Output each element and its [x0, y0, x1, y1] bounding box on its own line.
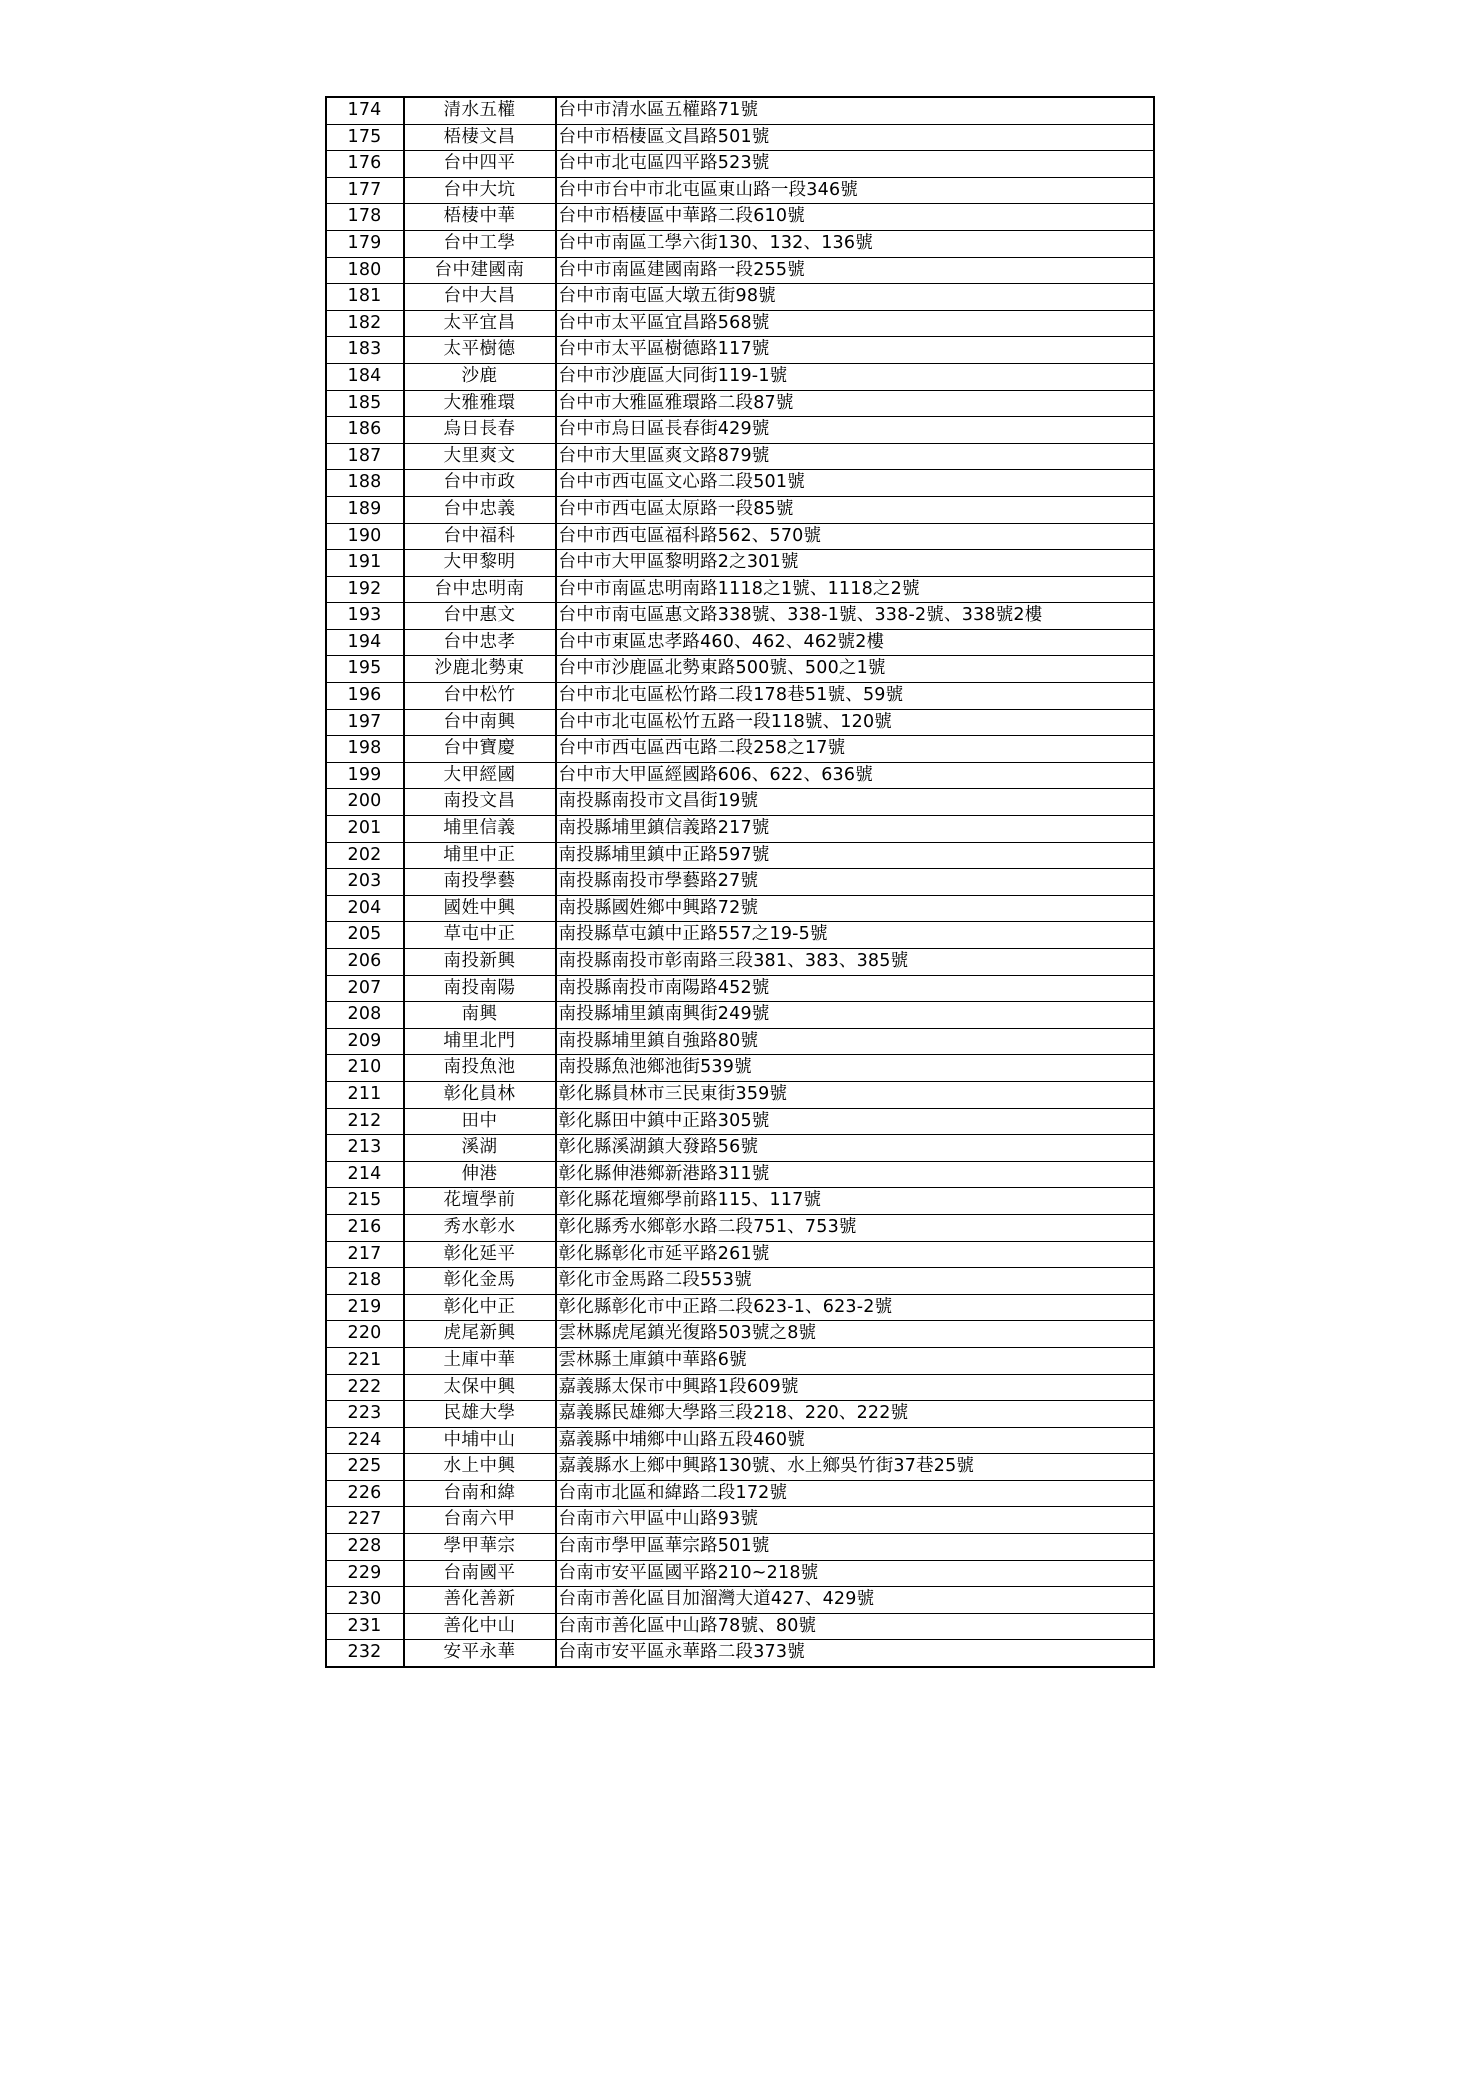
cell-branch-name: 安平永華: [404, 1640, 556, 1667]
cell-address: 彰化縣溪湖鎮大發路56號: [556, 1135, 1154, 1162]
table-row: [326, 869, 1154, 896]
cell-address: 台中市北屯區四平路523號: [556, 151, 1154, 178]
cell-branch-name: 烏日長春: [404, 417, 556, 444]
cell-address: 彰化縣員林市三民東街359號: [556, 1081, 1154, 1108]
cell-sequence: 213: [326, 1135, 404, 1162]
cell-address: 南投縣南投市南陽路452號: [556, 975, 1154, 1002]
table-row: [326, 1560, 1154, 1587]
cell-branch-name: 秀水彰水: [404, 1214, 556, 1241]
cell-sequence: 208: [326, 1002, 404, 1029]
table-row: [326, 762, 1154, 789]
cell-sequence: 180: [326, 257, 404, 284]
cell-sequence: 224: [326, 1427, 404, 1454]
cell-address: 南投縣埔里鎮南興街249號: [556, 1002, 1154, 1029]
cell-sequence: 222: [326, 1374, 404, 1401]
cell-branch-name: 南投南陽: [404, 975, 556, 1002]
table-row: [326, 1081, 1154, 1108]
cell-sequence: 186: [326, 417, 404, 444]
cell-branch-name: 台中建國南: [404, 257, 556, 284]
cell-branch-name: 彰化員林: [404, 1081, 556, 1108]
cell-address: 台南市學甲區華宗路501號: [556, 1534, 1154, 1561]
table-row: [326, 629, 1154, 656]
table-row: [326, 1507, 1154, 1534]
table-row: [326, 1347, 1154, 1374]
cell-branch-name: 中埔中山: [404, 1427, 556, 1454]
table-row: [326, 922, 1154, 949]
table-row: [326, 257, 1154, 284]
cell-sequence: 205: [326, 922, 404, 949]
cell-branch-name: 梧棲文昌: [404, 124, 556, 151]
cell-address: 南投縣埔里鎮自強路80號: [556, 1028, 1154, 1055]
table-row: [326, 1480, 1154, 1507]
table-row: [326, 656, 1154, 683]
cell-branch-name: 埔里信義: [404, 816, 556, 843]
cell-sequence: 221: [326, 1347, 404, 1374]
table-row: [326, 1640, 1154, 1667]
table-row: [326, 1268, 1154, 1295]
table-row: [326, 1135, 1154, 1162]
cell-sequence: 203: [326, 869, 404, 896]
cell-branch-name: 太平樹德: [404, 337, 556, 364]
table-row: [326, 1534, 1154, 1561]
cell-sequence: 219: [326, 1294, 404, 1321]
cell-branch-name: 台中大昌: [404, 284, 556, 311]
cell-branch-name: 善化中山: [404, 1613, 556, 1640]
cell-sequence: 179: [326, 230, 404, 257]
cell-address: 台中市南區建國南路一段255號: [556, 257, 1154, 284]
cell-branch-name: 國姓中興: [404, 895, 556, 922]
cell-sequence: 204: [326, 895, 404, 922]
cell-address: 台中市大甲區黎明路2之301號: [556, 550, 1154, 577]
cell-address: 台中市南屯區大墩五街98號: [556, 284, 1154, 311]
table-row: [326, 284, 1154, 311]
cell-address: 雲林縣土庫鎮中華路6號: [556, 1347, 1154, 1374]
cell-address: 南投縣魚池鄉池街539號: [556, 1055, 1154, 1082]
cell-sequence: 182: [326, 310, 404, 337]
table-row: [326, 363, 1154, 390]
cell-branch-name: 彰化金馬: [404, 1268, 556, 1295]
cell-branch-name: 彰化中正: [404, 1294, 556, 1321]
cell-address: 台南市善化區目加溜灣大道427、429號: [556, 1587, 1154, 1614]
cell-sequence: 193: [326, 603, 404, 630]
cell-address: 嘉義縣中埔鄉中山路五段460號: [556, 1427, 1154, 1454]
cell-branch-name: 虎尾新興: [404, 1321, 556, 1348]
cell-branch-name: 大甲經國: [404, 762, 556, 789]
table-row: [326, 390, 1154, 417]
cell-branch-name: 水上中興: [404, 1454, 556, 1481]
cell-sequence: 226: [326, 1480, 404, 1507]
table-row: [326, 97, 1154, 124]
table-row: [326, 1055, 1154, 1082]
table-row: [326, 816, 1154, 843]
cell-sequence: 181: [326, 284, 404, 311]
cell-branch-name: 台中福科: [404, 523, 556, 550]
cell-sequence: 220: [326, 1321, 404, 1348]
cell-sequence: 202: [326, 842, 404, 869]
cell-sequence: 176: [326, 151, 404, 178]
cell-address: 台中市西屯區福科路562、570號: [556, 523, 1154, 550]
table-row: [326, 1374, 1154, 1401]
cell-address: 嘉義縣太保市中興路1段609號: [556, 1374, 1154, 1401]
cell-address: 台中市西屯區太原路一段85號: [556, 496, 1154, 523]
cell-sequence: 214: [326, 1161, 404, 1188]
cell-sequence: 184: [326, 363, 404, 390]
table-row: [326, 1161, 1154, 1188]
cell-sequence: 212: [326, 1108, 404, 1135]
cell-sequence: 218: [326, 1268, 404, 1295]
cell-address: 南投縣埔里鎮中正路597號: [556, 842, 1154, 869]
table-row: [326, 1613, 1154, 1640]
cell-address: 台中市西屯區西屯路二段258之17號: [556, 736, 1154, 763]
cell-branch-name: 太保中興: [404, 1374, 556, 1401]
table-row: [326, 417, 1154, 444]
table-row: [326, 310, 1154, 337]
cell-branch-name: 沙鹿北勢東: [404, 656, 556, 683]
cell-sequence: 175: [326, 124, 404, 151]
cell-address: 台中市清水區五權路71號: [556, 97, 1154, 124]
table-row: [326, 1214, 1154, 1241]
cell-branch-name: 台中市政: [404, 470, 556, 497]
cell-branch-name: 土庫中華: [404, 1347, 556, 1374]
cell-address: 台南市六甲區中山路93號: [556, 1507, 1154, 1534]
cell-address: 台中市台中市北屯區東山路一段346號: [556, 177, 1154, 204]
cell-address: 南投縣南投市學藝路27號: [556, 869, 1154, 896]
cell-branch-name: 田中: [404, 1108, 556, 1135]
table-row: [326, 443, 1154, 470]
cell-branch-name: 台中工學: [404, 230, 556, 257]
table-row: [326, 1321, 1154, 1348]
cell-sequence: 174: [326, 97, 404, 124]
cell-branch-name: 台南國平: [404, 1560, 556, 1587]
table-row: [326, 709, 1154, 736]
cell-sequence: 210: [326, 1055, 404, 1082]
cell-branch-name: 溪湖: [404, 1135, 556, 1162]
cell-branch-name: 伸港: [404, 1161, 556, 1188]
cell-sequence: 191: [326, 550, 404, 577]
cell-branch-name: 彰化延平: [404, 1241, 556, 1268]
table-container: [325, 96, 1153, 1668]
cell-address: 彰化縣花壇鄉學前路115、117號: [556, 1188, 1154, 1215]
cell-branch-name: 南興: [404, 1002, 556, 1029]
cell-branch-name: 善化善新: [404, 1587, 556, 1614]
cell-address: 彰化縣秀水鄉彰水路二段751、753號: [556, 1214, 1154, 1241]
table-row: [326, 177, 1154, 204]
branch-listing-table: [325, 96, 1155, 1668]
table-row: [326, 895, 1154, 922]
cell-sequence: 230: [326, 1587, 404, 1614]
cell-sequence: 209: [326, 1028, 404, 1055]
cell-address: 台中市大里區爽文路879號: [556, 443, 1154, 470]
cell-sequence: 231: [326, 1613, 404, 1640]
cell-branch-name: 台中四平: [404, 151, 556, 178]
cell-address: 嘉義縣水上鄉中興路130號、水上鄉吳竹街37巷25號: [556, 1454, 1154, 1481]
table-row: [326, 1241, 1154, 1268]
cell-branch-name: 南投新興: [404, 949, 556, 976]
cell-address: 台中市沙鹿區北勢東路500號、500之1號: [556, 656, 1154, 683]
cell-branch-name: 草屯中正: [404, 922, 556, 949]
cell-address: 彰化縣彰化市中正路二段623-1、623-2號: [556, 1294, 1154, 1321]
cell-sequence: 189: [326, 496, 404, 523]
table-row: [326, 1294, 1154, 1321]
cell-address: 台中市烏日區長春街429號: [556, 417, 1154, 444]
table-row: [326, 1028, 1154, 1055]
cell-address: 南投縣南投市彰南路三段381、383、385號: [556, 949, 1154, 976]
cell-sequence: 227: [326, 1507, 404, 1534]
cell-address: 台南市安平區國平路210~218號: [556, 1560, 1154, 1587]
cell-address: 台中市南區工學六街130、132、136號: [556, 230, 1154, 257]
cell-sequence: 201: [326, 816, 404, 843]
cell-sequence: 216: [326, 1214, 404, 1241]
table-row: [326, 1401, 1154, 1428]
cell-address: 台中市太平區宜昌路568號: [556, 310, 1154, 337]
table-row: [326, 230, 1154, 257]
cell-address: 台中市西屯區文心路二段501號: [556, 470, 1154, 497]
cell-address: 台中市南屯區惠文路338號、338-1號、338-2號、338號2樓: [556, 603, 1154, 630]
cell-address: 南投縣埔里鎮信義路217號: [556, 816, 1154, 843]
cell-sequence: 228: [326, 1534, 404, 1561]
cell-sequence: 199: [326, 762, 404, 789]
cell-branch-name: 南投魚池: [404, 1055, 556, 1082]
cell-address: 台中市沙鹿區大同街119-1號: [556, 363, 1154, 390]
cell-address: 台中市大甲區經國路606、622、636號: [556, 762, 1154, 789]
cell-sequence: 194: [326, 629, 404, 656]
cell-branch-name: 台中惠文: [404, 603, 556, 630]
cell-address: 彰化縣彰化市延平路261號: [556, 1241, 1154, 1268]
cell-branch-name: 台中寶慶: [404, 736, 556, 763]
cell-sequence: 232: [326, 1640, 404, 1667]
cell-address: 嘉義縣民雄鄉大學路三段218、220、222號: [556, 1401, 1154, 1428]
table-row: [326, 975, 1154, 1002]
cell-sequence: 207: [326, 975, 404, 1002]
cell-branch-name: 大甲黎明: [404, 550, 556, 577]
table-row: [326, 1427, 1154, 1454]
table-row: [326, 470, 1154, 497]
cell-sequence: 206: [326, 949, 404, 976]
cell-sequence: 211: [326, 1081, 404, 1108]
cell-branch-name: 台南和緯: [404, 1480, 556, 1507]
cell-branch-name: 花壇學前: [404, 1188, 556, 1215]
cell-branch-name: 南投文昌: [404, 789, 556, 816]
cell-sequence: 188: [326, 470, 404, 497]
table-row: [326, 204, 1154, 231]
cell-address: 台中市梧棲區文昌路501號: [556, 124, 1154, 151]
table-row: [326, 842, 1154, 869]
cell-branch-name: 台中南興: [404, 709, 556, 736]
table-row: [326, 124, 1154, 151]
cell-sequence: 183: [326, 337, 404, 364]
table-row: [326, 683, 1154, 710]
cell-branch-name: 台中忠明南: [404, 576, 556, 603]
cell-address: 彰化縣田中鎮中正路305號: [556, 1108, 1154, 1135]
cell-address: 台南市北區和緯路二段172號: [556, 1480, 1154, 1507]
cell-sequence: 215: [326, 1188, 404, 1215]
cell-address: 彰化市金馬路二段553號: [556, 1268, 1154, 1295]
cell-sequence: 223: [326, 1401, 404, 1428]
cell-sequence: 185: [326, 390, 404, 417]
cell-address: 台中市梧棲區中華路二段610號: [556, 204, 1154, 231]
cell-address: 彰化縣伸港鄉新港路311號: [556, 1161, 1154, 1188]
cell-branch-name: 台中松竹: [404, 683, 556, 710]
cell-address: 台中市太平區樹德路117號: [556, 337, 1154, 364]
cell-branch-name: 埔里中正: [404, 842, 556, 869]
table-row: [326, 496, 1154, 523]
cell-sequence: 190: [326, 523, 404, 550]
cell-sequence: 196: [326, 683, 404, 710]
table-row: [326, 576, 1154, 603]
cell-branch-name: 梧棲中華: [404, 204, 556, 231]
cell-branch-name: 大里爽文: [404, 443, 556, 470]
table-body: [326, 97, 1154, 1667]
cell-branch-name: 大雅雅環: [404, 390, 556, 417]
table-row: [326, 337, 1154, 364]
table-row: [326, 1108, 1154, 1135]
cell-sequence: 178: [326, 204, 404, 231]
cell-address: 南投縣南投市文昌街19號: [556, 789, 1154, 816]
cell-branch-name: 台中忠孝: [404, 629, 556, 656]
table-row: [326, 523, 1154, 550]
cell-address: 南投縣草屯鎮中正路557之19-5號: [556, 922, 1154, 949]
table-row: [326, 1002, 1154, 1029]
table-row: [326, 789, 1154, 816]
table-row: [326, 550, 1154, 577]
cell-branch-name: 太平宜昌: [404, 310, 556, 337]
cell-sequence: 177: [326, 177, 404, 204]
cell-address: 台中市北屯區松竹五路一段118號、120號: [556, 709, 1154, 736]
cell-address: 台中市北屯區松竹路二段178巷51號、59號: [556, 683, 1154, 710]
cell-address: 台中市大雅區雅環路二段87號: [556, 390, 1154, 417]
cell-address: 台南市善化區中山路78號、80號: [556, 1613, 1154, 1640]
cell-address: 台中市南區忠明南路1118之1號、1118之2號: [556, 576, 1154, 603]
cell-branch-name: 台南六甲: [404, 1507, 556, 1534]
table-row: [326, 1188, 1154, 1215]
cell-branch-name: 學甲華宗: [404, 1534, 556, 1561]
cell-sequence: 198: [326, 736, 404, 763]
cell-sequence: 197: [326, 709, 404, 736]
cell-sequence: 187: [326, 443, 404, 470]
cell-branch-name: 清水五權: [404, 97, 556, 124]
cell-address: 雲林縣虎尾鎮光復路503號之8號: [556, 1321, 1154, 1348]
cell-branch-name: 台中忠義: [404, 496, 556, 523]
cell-sequence: 192: [326, 576, 404, 603]
table-row: [326, 151, 1154, 178]
cell-sequence: 200: [326, 789, 404, 816]
table-row: [326, 603, 1154, 630]
cell-branch-name: 埔里北門: [404, 1028, 556, 1055]
table-row: [326, 1454, 1154, 1481]
cell-sequence: 225: [326, 1454, 404, 1481]
cell-sequence: 229: [326, 1560, 404, 1587]
cell-sequence: 195: [326, 656, 404, 683]
table-row: [326, 1587, 1154, 1614]
cell-branch-name: 沙鹿: [404, 363, 556, 390]
cell-address: 南投縣國姓鄉中興路72號: [556, 895, 1154, 922]
cell-sequence: 217: [326, 1241, 404, 1268]
table-row: [326, 949, 1154, 976]
cell-address: 台南市安平區永華路二段373號: [556, 1640, 1154, 1667]
cell-branch-name: 台中大坑: [404, 177, 556, 204]
cell-branch-name: 南投學藝: [404, 869, 556, 896]
cell-branch-name: 民雄大學: [404, 1401, 556, 1428]
cell-address: 台中市東區忠孝路460、462、462號2樓: [556, 629, 1154, 656]
table-row: [326, 736, 1154, 763]
